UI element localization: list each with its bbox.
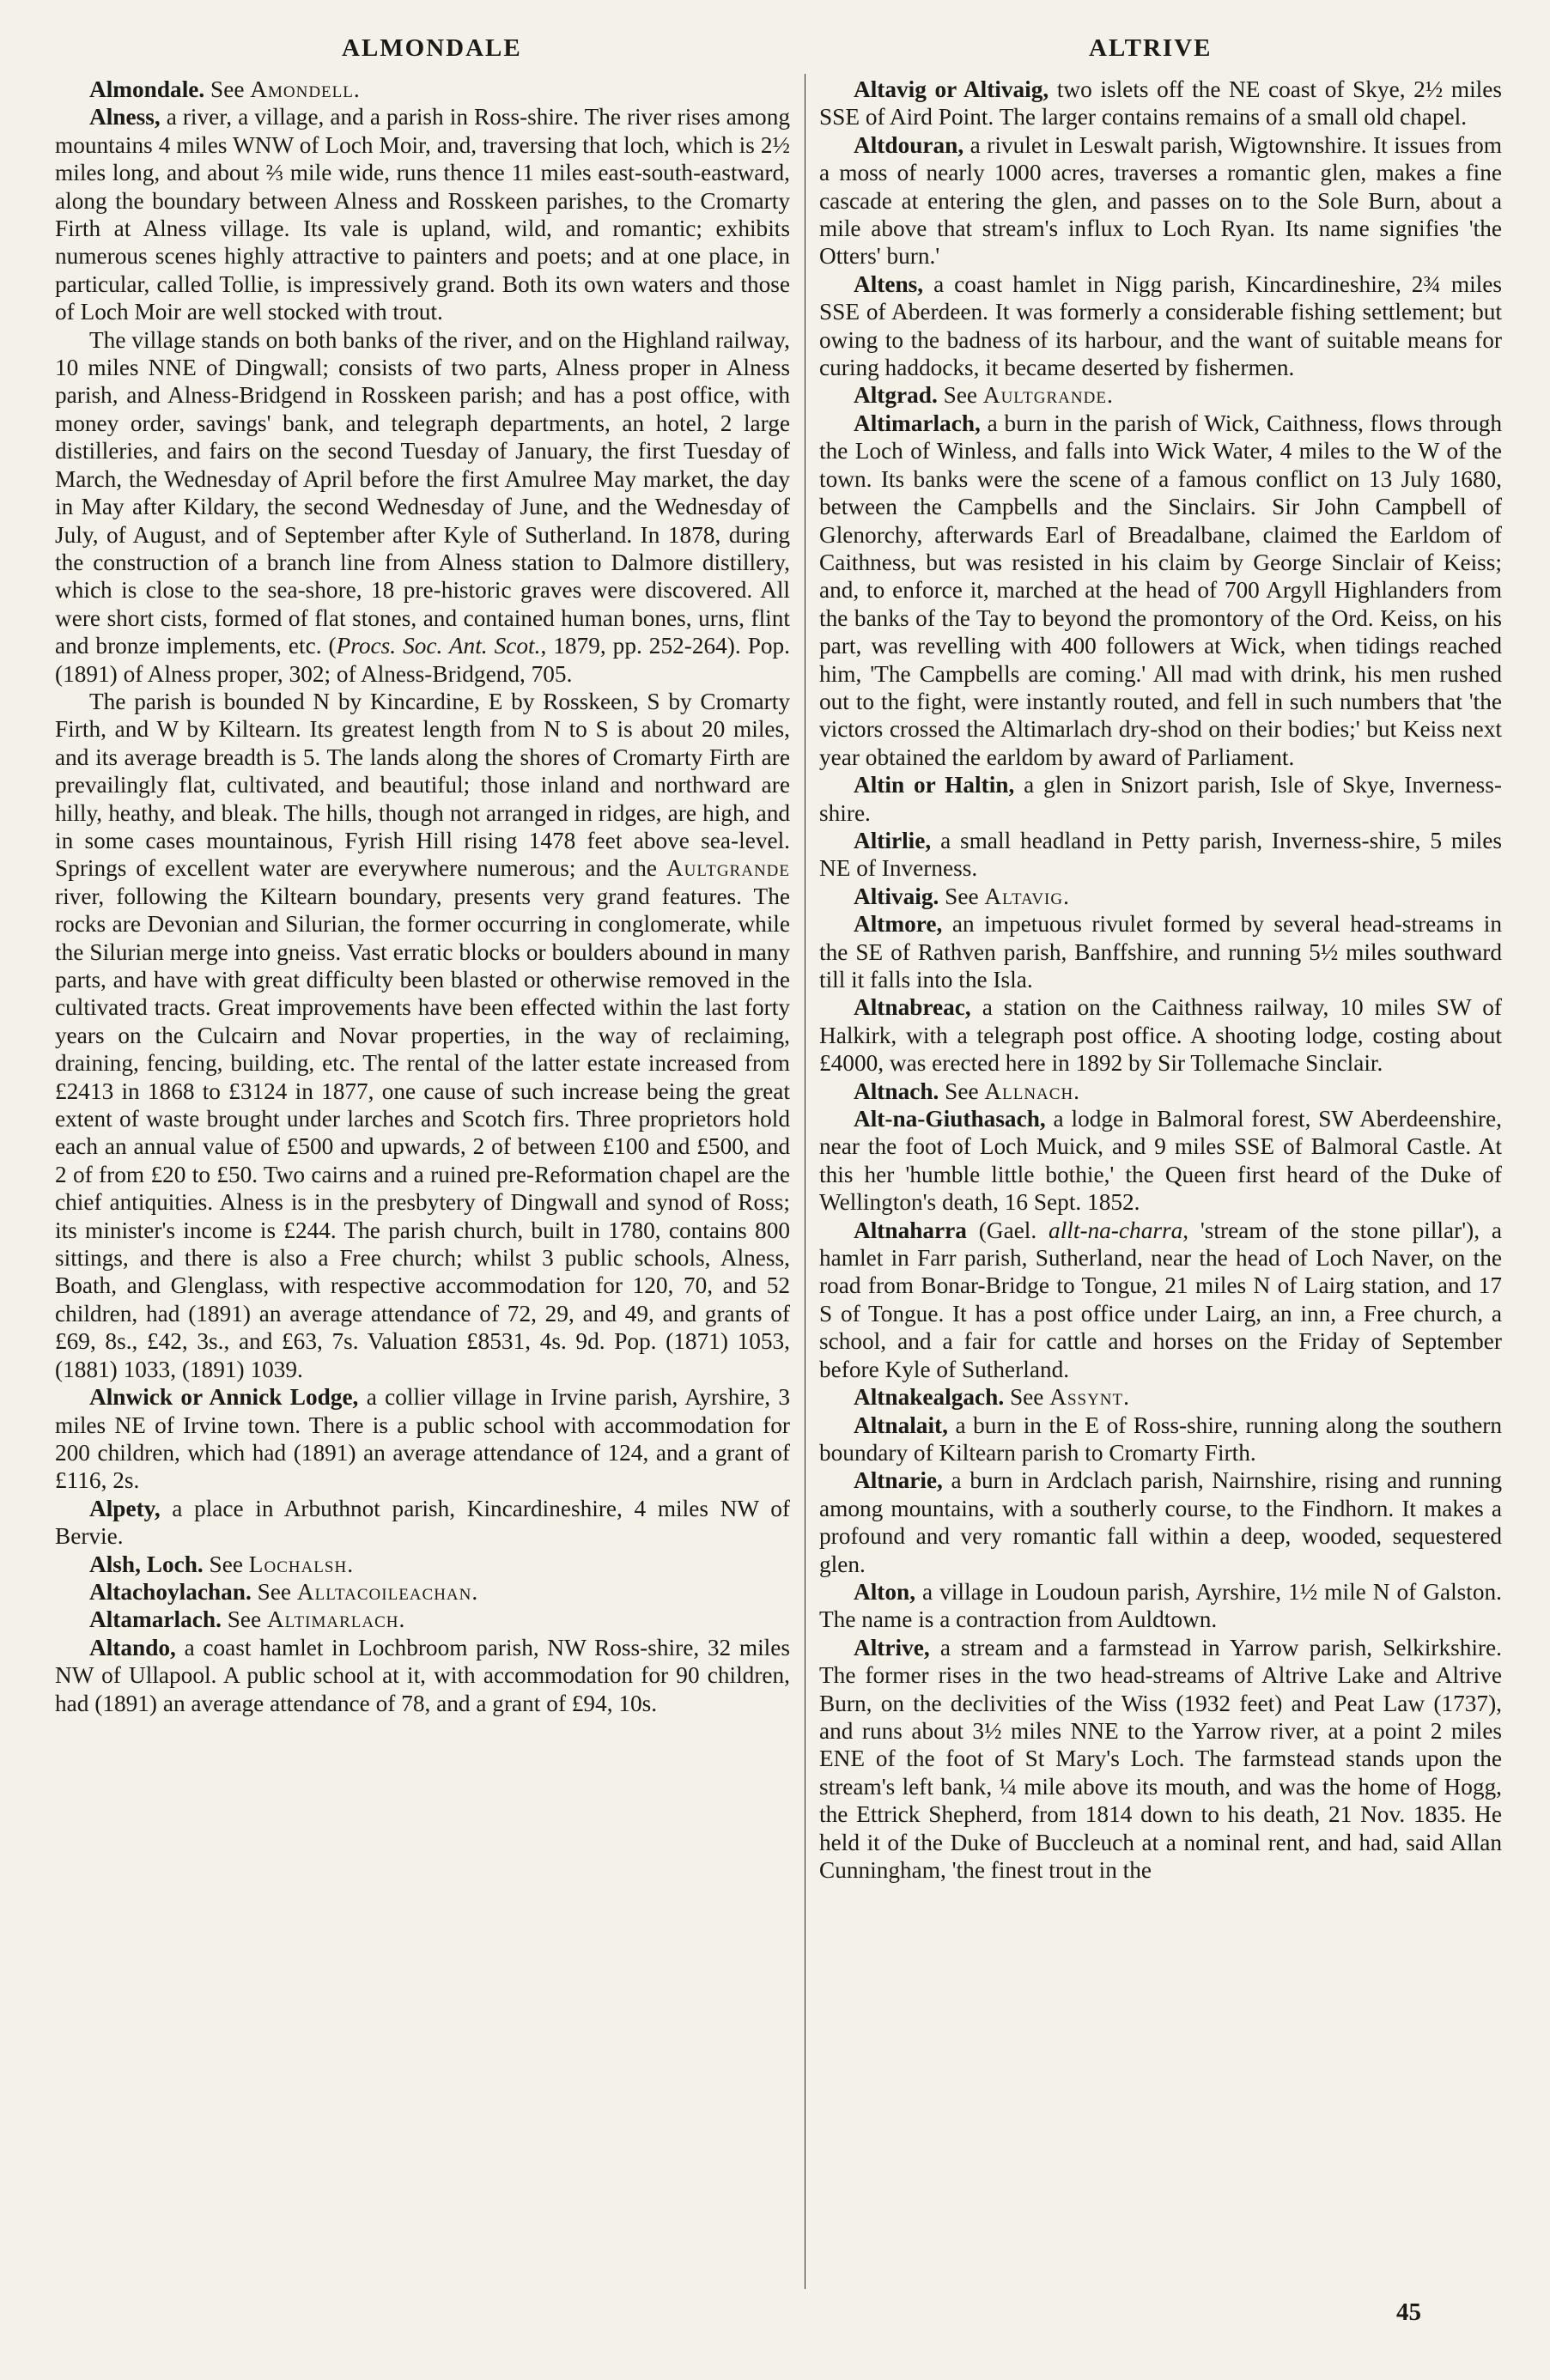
gazetteer-entry [819, 1383, 1502, 1411]
entry-headword: Alsh, Loch. [89, 1551, 204, 1577]
running-head-right: ALTRIVE [1089, 34, 1213, 62]
entry-text: a station on the Caithness railway, 10 miles SW of Halkirk, with a telegraph post office. A shooting lodge, costing about £4000, was erected here in 1892 by Sir Tollemache Sinclair. [819, 994, 1502, 1077]
entry-headword: Altrive, [854, 1634, 930, 1661]
entry-headword: Altando, [89, 1634, 176, 1661]
entry-text: See [1004, 1384, 1050, 1411]
entry-text: a place in Arbuthnot parish, Kincardineshire, 4 miles NW of Bervie. [55, 1495, 790, 1550]
gazetteer-entry [819, 410, 1502, 771]
entry-headword: Altgrad. [854, 382, 938, 409]
entry-cross-reference: Amondell [250, 76, 354, 102]
entry-text: a lodge in Balmoral forest, SW Aberdeenshire, near the foot of Loch Muick, and 9 miles SSE of Balmoral Castle. At this her 'humble little bothie,' the Queen first heard of the Duke of Wellington's death, 16 Sept. 1852. [819, 1106, 1502, 1216]
entry-text: . [398, 1606, 405, 1633]
entry-text: a burn in Ardclach parish, Nairnshire, rising and running among mountains, with a southerly course, to the Findhorn. It makes a profound and very romantic fall within a deep, wooded, sequestered glen. [819, 1467, 1502, 1577]
gazetteer-entry [819, 993, 1502, 1077]
gazetteer-entry [819, 1412, 1502, 1467]
entry-text: a coast hamlet in Nigg parish, Kincardineshire, 2¾ miles SSE of Aberdeen. It was formerly a considerable fishing settlement; but owing to the badness of its harbour, and the want of suitable means for curing haddocks, it became deserted by fishermen. [819, 270, 1502, 381]
page-number: 45 [1396, 2298, 1421, 2326]
entry-headword: Altmore, [854, 911, 943, 938]
gazetteer-entry [55, 1495, 790, 1551]
gazetteer-entry [819, 76, 1502, 131]
gazetteer-entry [55, 1383, 790, 1495]
entry-headword: Altnakealgach. [854, 1384, 1005, 1411]
entry-text: a burn in the E of Ross-shire, running along the southern boundary of Kiltearn parish to Cromarty Firth. [819, 1412, 1502, 1466]
entry-text: See [221, 1606, 267, 1633]
gazetteer-entry [819, 1105, 1502, 1217]
gazetteer-entry [819, 381, 1502, 409]
entry-text: . [1106, 382, 1113, 409]
entry-headword: Altimarlach, [854, 410, 981, 436]
entry-cross-reference: Lochalsh [248, 1551, 348, 1577]
entry-italic-text: allt-na-charra [1049, 1217, 1183, 1243]
gazetteer-entry [819, 1078, 1502, 1105]
entry-cross-reference: Altavig [984, 883, 1064, 909]
gazetteer-entry [55, 688, 790, 1383]
entry-text: river, following the Kiltearn boundary, presents very grand features. The rocks are Devonian and Silurian, the former occurring in conglomerate, while the Silurian merge into gneiss. Vast erratic blocks or boulders abound in many parts, and have with great difficulty been blasted or otherwise removed in the cultivated tracts. Great improvements have been effected within the last forty years on the Culcairn and Novar properties, in the way of reclaiming, draining, fencing, building, etc. The rental of the latter estate increased from £2413 in 1868 to £3124 in 1877, one cause of such increase being the great extent of waste brought under larches and Scotch firs. Three proprietors hold each an annual value of £500 and upwards, 2 of between £100 and £500, and 2 of from £20 to £50. Two cairns and a ruined pre-Reformation chapel are the chief antiquities. Alness is in the presbytery of Dingwall and synod of Ross; its minister's income is £244. The parish church, built in 1780, contains 800 sittings, and there is also a Free church; whilst 3 public schools, Alness, Boath, and Glenglass, with respective accommodation for 120, 70, and 52 children, had (1891) an average attendance of 72, 29, and 49, and grants of £69, 8s., £42, 3s., and £63, 7s. Valuation £8531, 4s. 9d. Pop. (1871) 1053, (1881) 1033, (1891) 1039. [55, 883, 790, 1382]
gazetteer-entry [819, 771, 1502, 827]
entry-cross-reference: Assynt [1049, 1384, 1124, 1411]
entry-text: a glen in Snizort parish, Isle of Skye, Inverness-shire. [819, 772, 1502, 826]
entry-text: See [251, 1578, 297, 1605]
entry-headword: Altirlie, [854, 827, 932, 853]
gazetteer-entry [819, 270, 1502, 382]
entry-text: a rivulet in Leswalt parish, Wigtownshire. It issues from a moss of nearly 1000 acres, traverses a romantic glen, makes a fine cascade at entering the glen, and passes on to the Sole Burn, about a mile above that stream's influx to Loch Ryan. Its name signifies 'the Otters' burn.' [819, 131, 1502, 270]
entry-text: a small headland in Petty parish, Inverness-shire, 5 miles NE of Inverness. [819, 827, 1502, 882]
entry-text: . [1073, 1078, 1079, 1104]
entry-text: . [1063, 883, 1069, 909]
entry-text: The village stands on both banks of the river, and on the Highland railway, 10 miles NNE of Dingwall; consists of two parts, Alness proper in Alness parish, and Alness-Bridgend in Rosskeen parish; and has a post office, with money order, savings' bank, and telegraph departments, an hotel, 2 large distilleries, and fairs on the second Tuesday of January, the first Tuesday of March, the Wednesday of April before the first Amulree May market, the day in May after Kildary, the second Wednesday of June, and the Wednesday of July, of August, and of September after Kyle of Sutherland. In 1878, during the construction of a branch line from Alness station to Dalmore distillery, which is close to the sea-shore, 18 pre-historic graves were discovered. All were short cists, formed of flat stones, and contained human bones, urns, flint and bronze implements, etc. ( [55, 326, 790, 659]
entry-headword: Almondale. [89, 76, 205, 102]
entry-headword: Altens, [854, 270, 924, 297]
entry-headword: Alton, [854, 1578, 916, 1605]
gazetteer-entry [55, 326, 790, 688]
gazetteer-entry [55, 1551, 790, 1578]
gazetteer-entry [55, 1634, 790, 1717]
gazetteer-entry [819, 827, 1502, 883]
entry-text: a burn in the parish of Wick, Caithness, flows through the Loch of Winless, and falls into Wick Water, 4 miles to the W of the town. Its banks were the scene of a famous conflict on 13 July 1680, between the Campbells and the Sinclairs. Sir John Campbell of Glenorchy, afterwards Earl of Breadalbane, claimed the Earldom of Caithness, but was resisted in his claim by George Sinclair of Keiss; and, to enforce it, marched at the head of 700 Argyll Highlanders from the banks of the Tay to beyond the promontory of the Ord. Keiss, on his part, was revelling with 400 followers at Wick, when tidings reached him, 'The Campbells are coming.' All mad with drink, his men rushed out to the fight, were instantly routed, and fell in such numbers that 'the victors crossed the Altimarlach dry-shod on their bodies;' but Keiss next year obtained the earldom by award of Parliament. [819, 410, 1502, 770]
gazetteer-entry [55, 1578, 790, 1606]
entry-text: a river, a village, and a parish in Ross-shire. The river rises among mountains 4 miles WNW of Loch Moir, and, traversing that loch, which is 2½ miles long, and about ⅔ mile wide, runs thence 11 miles east-south-eastward, along the boundary between Alness and Rosskeen parishes, to the Cromarty Firth at Alness village. Its vale is upland, wild, and romantic; exhibits numerous scenes highly attractive to painters and poets; and at one place, in particular, called Tollie, is impressively grand. Both its own waters and those of Loch Moir are well stocked with trout. [55, 104, 790, 325]
entry-headword: Alness, [89, 104, 161, 131]
entry-text: a stream and a farmstead in Yarrow parish, Selkirkshire. The former rises in the two head-streams of Altrive Lake and Altrive Burn, on the declivities of the Wiss (1932 feet) and Peat Law (1737), and runs about 3½ miles NNE to the Yarrow river, at a point 2 miles ENE of the foot of St Mary's Loch. The farmstead stands upon the stream's left bank, ¼ mile above its mouth, and was the home of Hogg, the Ettrick Shepherd, from 1814 down to his death, 21 Nov. 1835. He held it of the Duke of Buccleuch at a nominal rent, and had, said Allan Cunningham, 'the finest trout in the [819, 1634, 1502, 1883]
entry-text: a collier village in Irvine parish, Ayrshire, 3 miles NE of Irvine town. There is a public school with accommodation for 200 children, which had (1891) an average attendance of 124, and a grant of £116, 2s. [55, 1384, 790, 1494]
entry-headword: Altavig or Altivaig, [854, 76, 1049, 102]
entry-headword: Alt-na-Giuthasach, [854, 1106, 1046, 1132]
gazetteer-entry [819, 910, 1502, 993]
entry-headword: Altin or Haltin, [854, 772, 1015, 798]
entry-text: See [203, 1551, 249, 1577]
entry-text: two islets off the NE coast of Skye, 2½ miles SSE of Aird Point. The larger contains remains of a small old chapel. [819, 76, 1502, 131]
entry-headword: Altnarie, [854, 1467, 943, 1494]
gazetteer-entry [819, 1634, 1502, 1885]
left-column [55, 76, 790, 1717]
entry-text: . [347, 1551, 354, 1577]
entry-text: an impetuous rivulet formed by several head-streams in the SE of Rathven parish, Banffshire, and running 5½ miles southward till it falls into the Isla. [819, 911, 1502, 993]
entry-headword: Altnalait, [854, 1412, 948, 1438]
entry-headword: Altamarlach. [89, 1606, 222, 1633]
entry-headword: Altnaharra [854, 1217, 967, 1243]
entry-cross-reference: Aultgrande [982, 382, 1107, 409]
gazetteer-entry [55, 1606, 790, 1633]
entry-text: , 1879, pp. 252-264). Pop. (1891) of Alness proper, 302; of Alness-Bridgend, 705. [55, 633, 791, 687]
entry-text: See [937, 382, 983, 409]
gazetteer-entry [55, 76, 790, 103]
entry-text: . [471, 1578, 478, 1605]
entry-text: . [1123, 1384, 1129, 1411]
gazetteer-entry [819, 883, 1502, 910]
entry-text: See [939, 883, 985, 909]
entry-text: The parish is bounded N by Kincardine, E by Rosskeen, S by Cromarty Firth, and W by Kiltearn. Its greatest length from N to S is about 20 miles, and its average breadth is 5. The lands along the shores of Cromarty Firth are prevailingly flat, cultivated, and beautiful; those inland and northward are hilly, heathy, and bleak. The hills, though not arranged in ridges, are high, and in some cases mountainous, Fyrish Hill rising 1478 feet above sea-level. Springs of excellent water are everywhere numerous; and the [55, 688, 790, 882]
entry-text: . [353, 76, 360, 102]
gazetteer-entry [819, 1578, 1502, 1634]
entry-text: See [204, 76, 251, 102]
gazetteer-entry [819, 1217, 1502, 1383]
entry-headword: Altdouran, [854, 131, 964, 158]
entry-text: a coast hamlet in Lochbroom parish, NW Ross-shire, 32 miles NW of Ullapool. A public school at it, with accommodation for 90 children, had (1891) an average attendance of 78, and a grant of £94, 10s. [55, 1634, 790, 1716]
gazetteer-entry [819, 1466, 1502, 1578]
gazetteer-entry [55, 103, 790, 325]
entry-headword: Alpety, [89, 1495, 161, 1521]
entry-text: , 'stream of the stone pillar'), a hamlet in Farr parish, Sutherland, near the head of Loch Naver, on the road from Bonar-Bridge to Tongue, 21 miles N of Lairg station, and 17 S of Tongue. It has a post office under Lairg, an inn, a Free church, a school, and a fair for cattle and horses on the Friday of September before Kyle of Sutherland. [819, 1217, 1502, 1382]
entry-cross-reference: Alltacoileachan [296, 1578, 472, 1605]
entry-italic-text: Procs. Soc. Ant. Scot. [336, 633, 541, 659]
entry-cross-reference: Aultgrande [666, 855, 790, 882]
entry-cross-reference: Altimarlach [266, 1606, 399, 1633]
running-head-left: ALMONDALE [342, 34, 522, 62]
entry-text: (Gael. [966, 1217, 1049, 1243]
entry-text: a village in Loudoun parish, Ayrshire, 1½ mile N of Galston. The name is a contraction from Auldtown. [819, 1578, 1502, 1633]
entry-headword: Altnach. [854, 1078, 939, 1104]
entry-text: See [939, 1078, 985, 1104]
entry-cross-reference: Allnach [984, 1078, 1074, 1104]
right-column [819, 76, 1502, 1884]
entry-headword: Altnabreac, [854, 994, 971, 1021]
entry-headword: Alnwick or Annick Lodge, [89, 1384, 359, 1411]
gazetteer-entry [819, 131, 1502, 270]
entry-headword: Altivaig. [854, 883, 939, 909]
entry-headword: Altachoylachan. [89, 1578, 252, 1605]
